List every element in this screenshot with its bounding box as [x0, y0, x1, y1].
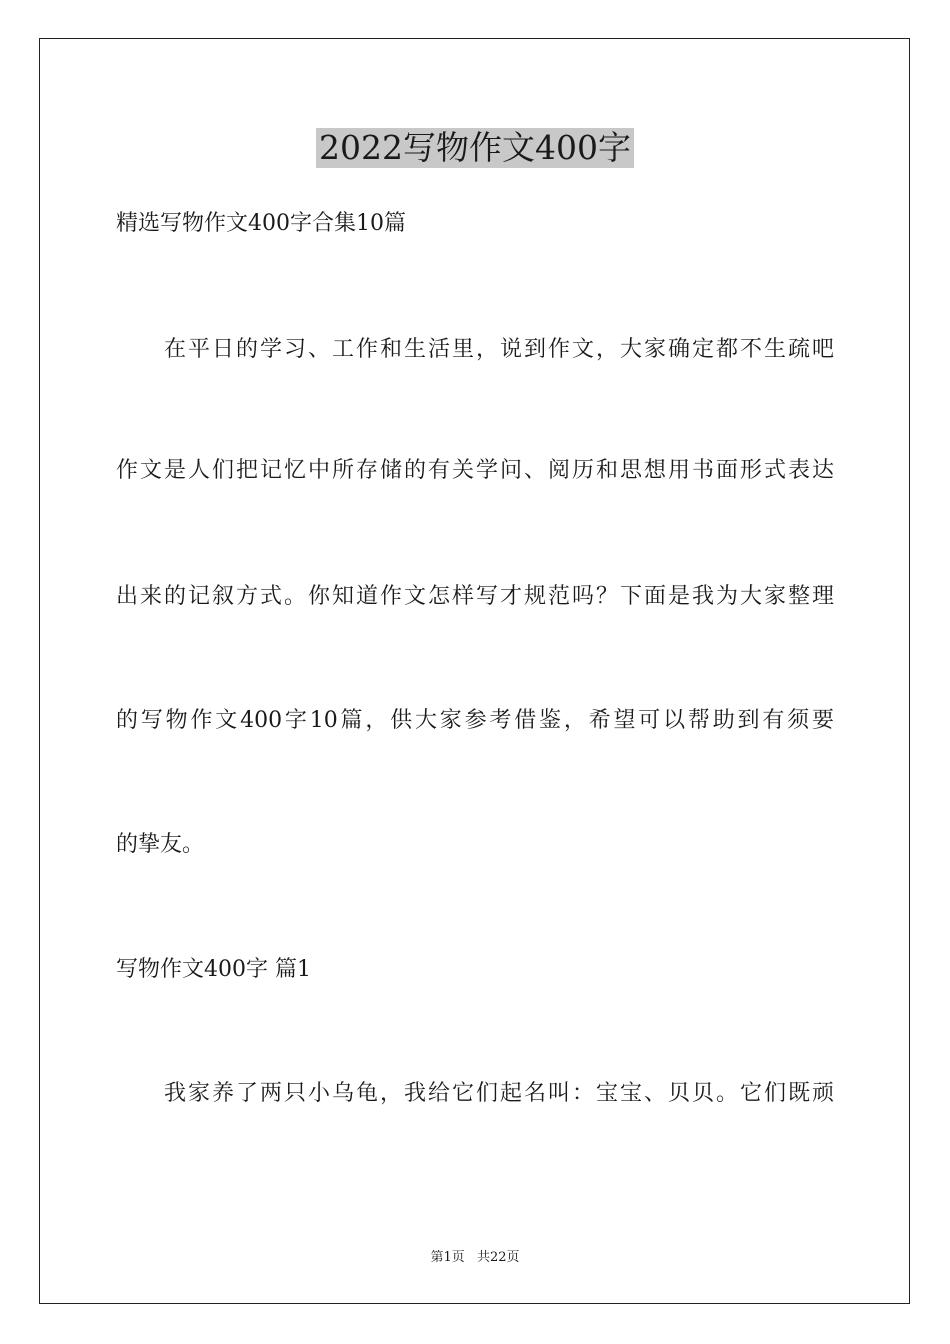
page-number: 第1页	[430, 1250, 465, 1265]
intro-line-5: 的挚友。	[116, 832, 205, 857]
page-footer	[0, 1246, 950, 1265]
intro-line-3: 出来的记叙方式。你知道作文怎样写才规范吗？下面是我为大家整理	[116, 584, 834, 609]
intro-line-2: 作文是人们把记忆中所存储的有关学问、阅历和思想用书面形式表达	[116, 458, 834, 483]
document-title-text: 2022写物作文400字	[316, 128, 634, 168]
section-line-1: 我家养了两只小乌龟，我给它们起名叫：宝宝、贝贝。它们既顽	[164, 1081, 834, 1106]
document-subtitle: 精选写物作文400字合集10篇	[116, 211, 406, 236]
intro-line-1: 在平日的学习、工作和生活里，说到作文，大家确定都不生疏吧	[164, 337, 834, 362]
total-pages: 共22页	[476, 1250, 520, 1265]
intro-line-4: 的写物作文400字10篇，供大家参考借鉴，希望可以帮助到有须要	[116, 708, 834, 733]
section-heading: 写物作文400字 篇1	[116, 957, 311, 982]
document-title	[0, 128, 950, 168]
